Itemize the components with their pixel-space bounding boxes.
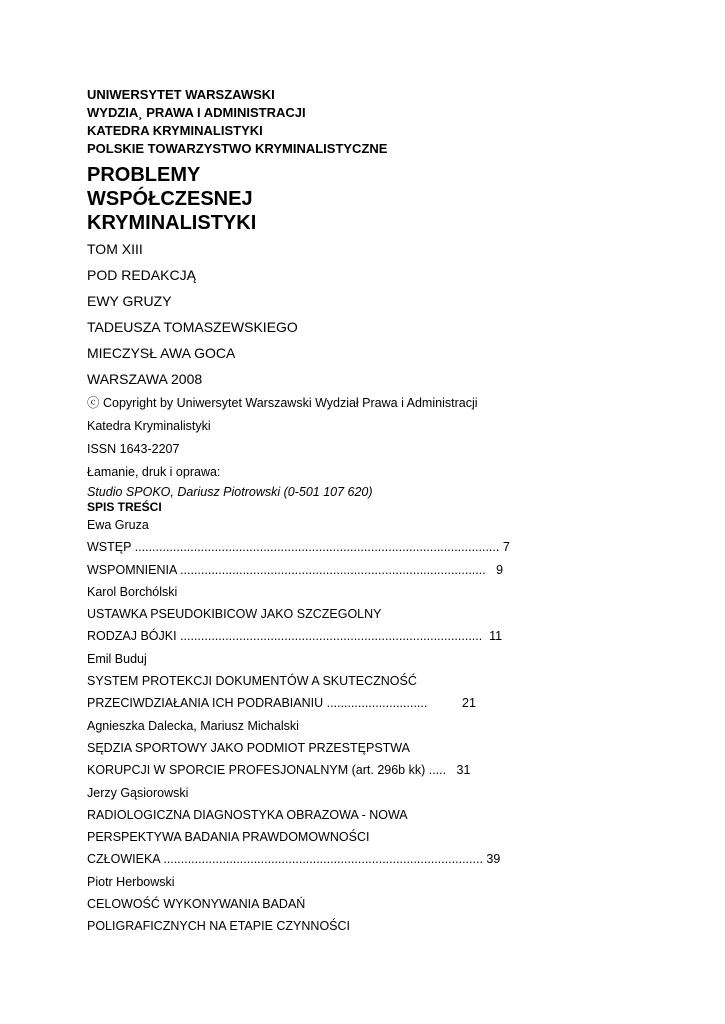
institution-department: KATEDRA KRYMINALISTYKI	[87, 123, 263, 138]
toc-line: PRZECIWDZIAŁANIA ICH PODRABIANIU ............................. 21	[87, 696, 476, 711]
institution-university: UNIWERSYTET WARSZAWSKI	[87, 87, 275, 102]
toc-line: CELOWOŚĆ WYKONYWANIA BADAŃ	[87, 897, 306, 912]
toc-line: USTAWKA PSEUDOKIBICOW JAKO SZCZEGOLNY	[87, 607, 382, 622]
toc-line: Karol Borchólski	[87, 584, 178, 599]
typesetting-label: Łamanie, druk i oprawa:	[87, 465, 221, 479]
toc-line: Piotr Herbowski	[87, 874, 175, 889]
place-year: WARSZAWA 2008	[87, 371, 203, 387]
editor-name: TADEUSZA TOMASZEWSKIEGO	[87, 319, 298, 335]
toc-heading: SPIS TREŚCI	[87, 500, 162, 514]
institution-society: POLSKIE TOWARZYSTWO KRYMINALISTYCZNE	[87, 141, 388, 156]
issn-number: ISSN 1643-2207	[87, 442, 180, 456]
toc-line: SĘDZIA SPORTOWY JAKO PODMIOT PRZESTĘPSTWA	[87, 740, 410, 755]
department-name: Katedra Kryminalistyki	[87, 419, 211, 433]
book-title-line: WSPÓŁCZESNEJ	[87, 188, 253, 210]
toc-line: SYSTEM PROTEKCJI DOKUMENTÓW A SKUTECZNOŚĆ	[87, 674, 417, 689]
toc-line: CZŁOWIEKA ............................................................................................ 39	[87, 852, 501, 867]
volume-number: TOM XIII	[87, 241, 143, 257]
toc-line: RADIOLOGICZNA DIAGNOSTYKA OBRAZOWA - NOWA	[87, 807, 408, 822]
toc-line: POLIGRAFICZNYCH NA ETAPIE CZYNNOŚCI	[87, 919, 351, 934]
toc-line: KORUPCJI W SPORCIE PROFESJONALNYM (art. 296b kk) ..... 31	[87, 763, 471, 778]
toc-line: Jerzy Gąsiorowski	[87, 785, 189, 800]
copyright-notice: ⓒ Copyright by Uniwersytet Warszawski Wydział Prawa i Administracji	[87, 396, 478, 410]
toc-line: RODZAJ BÓJKI ....................................................................................... 11	[87, 629, 503, 644]
table-of-contents	[87, 514, 687, 938]
typesetting-studio: Studio SPOKO, Dariusz Piotrowski (0-501 107 620)	[87, 485, 373, 499]
document-page	[87, 86, 687, 938]
institution-faculty: WYDZIA¸ PRAWA I ADMINISTRACJI	[87, 105, 306, 120]
book-title-line: KRYMINALISTYKI	[87, 212, 257, 234]
book-title-line: PROBLEMY	[87, 164, 201, 186]
toc-line: WSTĘP ......................................................................................................... 7	[87, 540, 510, 555]
toc-line: Agnieszka Dalecka, Mariusz Michalski	[87, 718, 299, 733]
toc-line: PERSPEKTYWA BADANIA PRAWDOMOWNOŚCI	[87, 830, 370, 845]
toc-line: Ewa Gruza	[87, 518, 149, 532]
editor-name: MIECZYSŁ AWA GOCA	[87, 345, 236, 361]
edited-by-label: POD REDAKCJĄ	[87, 267, 196, 283]
toc-line: WSPOMNIENIA ........................................................................................ 9	[87, 562, 504, 577]
editor-name: EWY GRUZY	[87, 293, 172, 309]
toc-line: Emil Buduj	[87, 651, 147, 666]
